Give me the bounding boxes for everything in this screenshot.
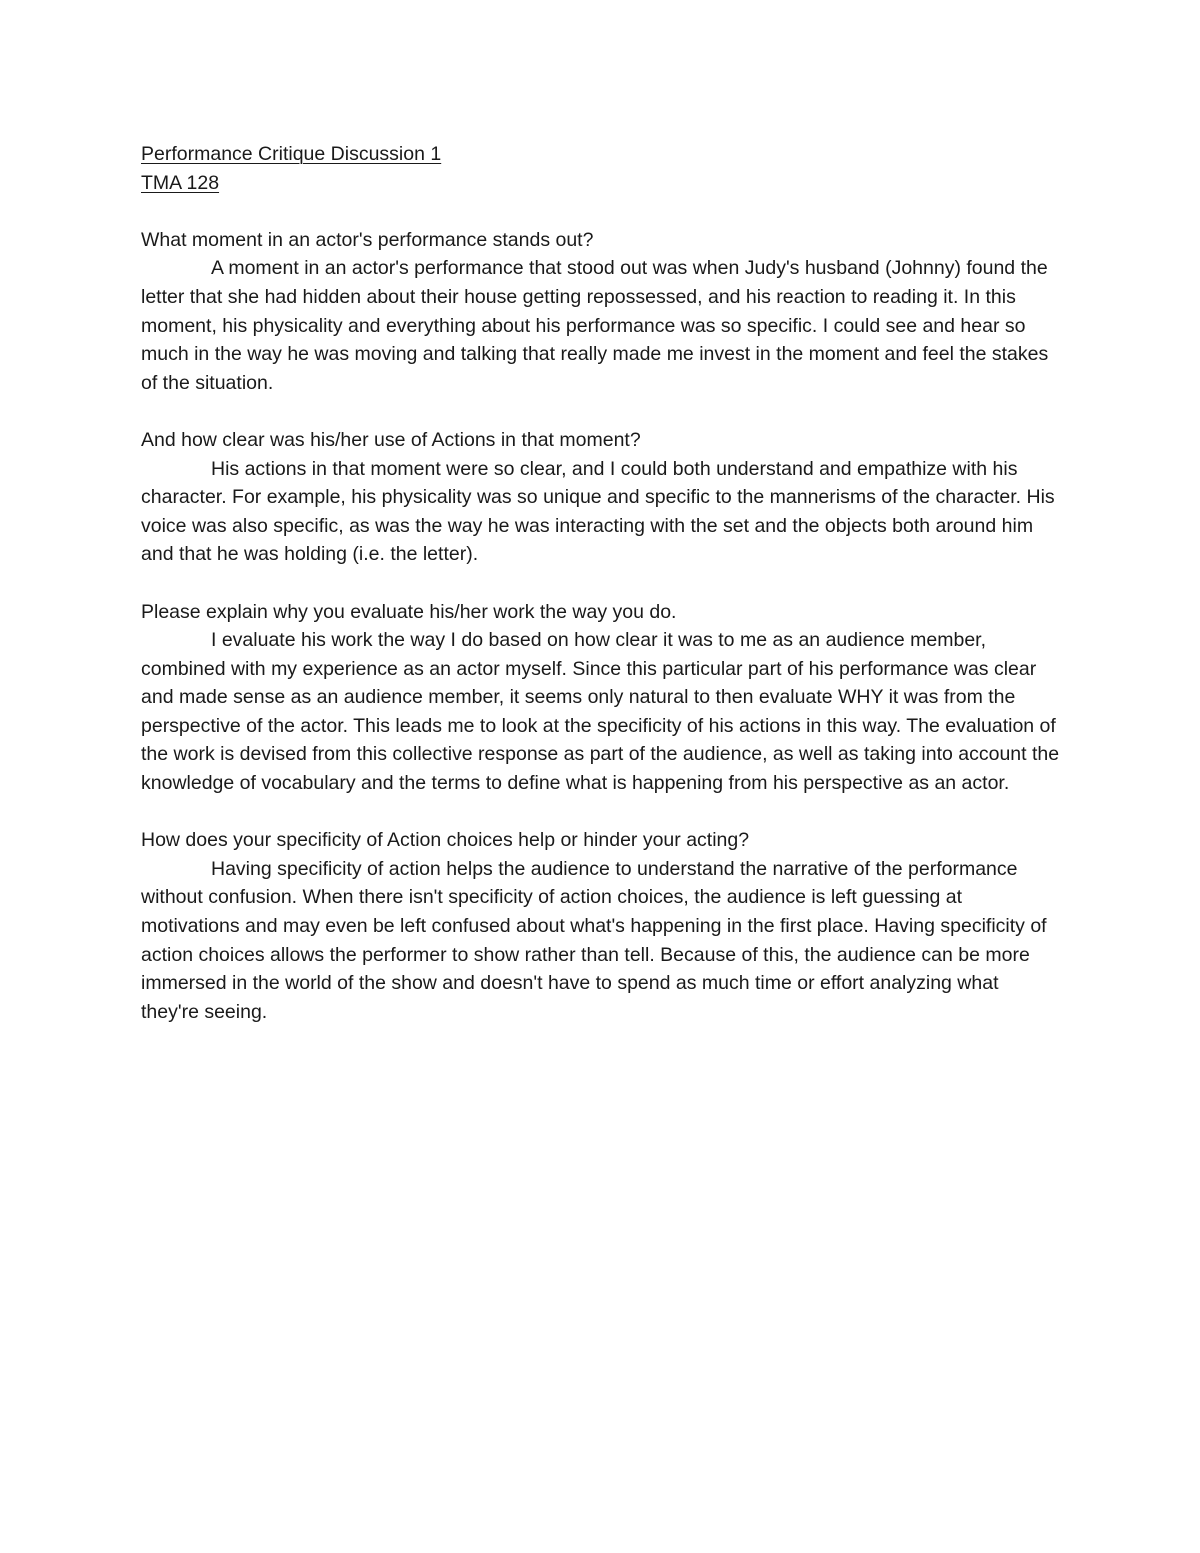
answer-2: His actions in that moment were so clear, and I could both understand and empathize with his character. For example, his physicality was so unique and specific to the mannerisms of the character. His voice was also specific, as was the way he was interacting with the set and the objects both around him and that he was holding (i.e. the letter). bbox=[141, 457, 1055, 566]
section-4 bbox=[141, 826, 1061, 1026]
answer-3: I evaluate his work the way I do based on how clear it was to me as an audience member, combined with my experience as an actor myself. Since this particular part of his performance was clear and made sense as an audience member, it seems only natural to then evaluate WHY it was from the perspective of the actor. This leads me to look at the specificity of his actions in this way. The evaluation of the work is devised from this collective response as part of the audience, as well as taking into account the knowledge of vocabulary and the terms to define what is happening from his perspective as an actor. bbox=[141, 629, 1060, 795]
section-2 bbox=[141, 426, 1061, 569]
question-3: Please explain why you evaluate his/her work the way you do. bbox=[141, 600, 677, 623]
section-3 bbox=[141, 598, 1061, 798]
document-page bbox=[141, 140, 1061, 1026]
section-1 bbox=[141, 226, 1061, 398]
question-2: And how clear was his/her use of Actions in that moment? bbox=[141, 428, 641, 451]
question-4: How does your specificity of Action choices help or hinder your acting? bbox=[141, 829, 750, 852]
course-code: TMA 128 bbox=[141, 171, 220, 194]
answer-1: A moment in an actor's performance that stood out was when Judy's husband (Johnny) found the letter that she had hidden about their house getting repossessed, and his reaction to reading it. In this moment, his physicality and everything about his performance was so specific. I could see and hear so much in the way he was moving and talking that really made me invest in the moment and feel the stakes of the situation. bbox=[141, 257, 1049, 394]
document-title: Performance Critique Discussion 1 bbox=[141, 143, 442, 165]
question-1: What moment in an actor's performance stands out? bbox=[141, 228, 594, 251]
answer-4: Having specificity of action helps the audience to understand the narrative of the performance without confusion. When there isn't specificity of action choices, the audience is left guessing at motivations and may even be left confused about what's happening in the first place. Having specificity of action choices allows the performer to show rather than tell. Because of this, the audience can be more immersed in the world of the show and doesn't have to spend as much time or effort analyzing what they're seeing. bbox=[141, 857, 1047, 1023]
